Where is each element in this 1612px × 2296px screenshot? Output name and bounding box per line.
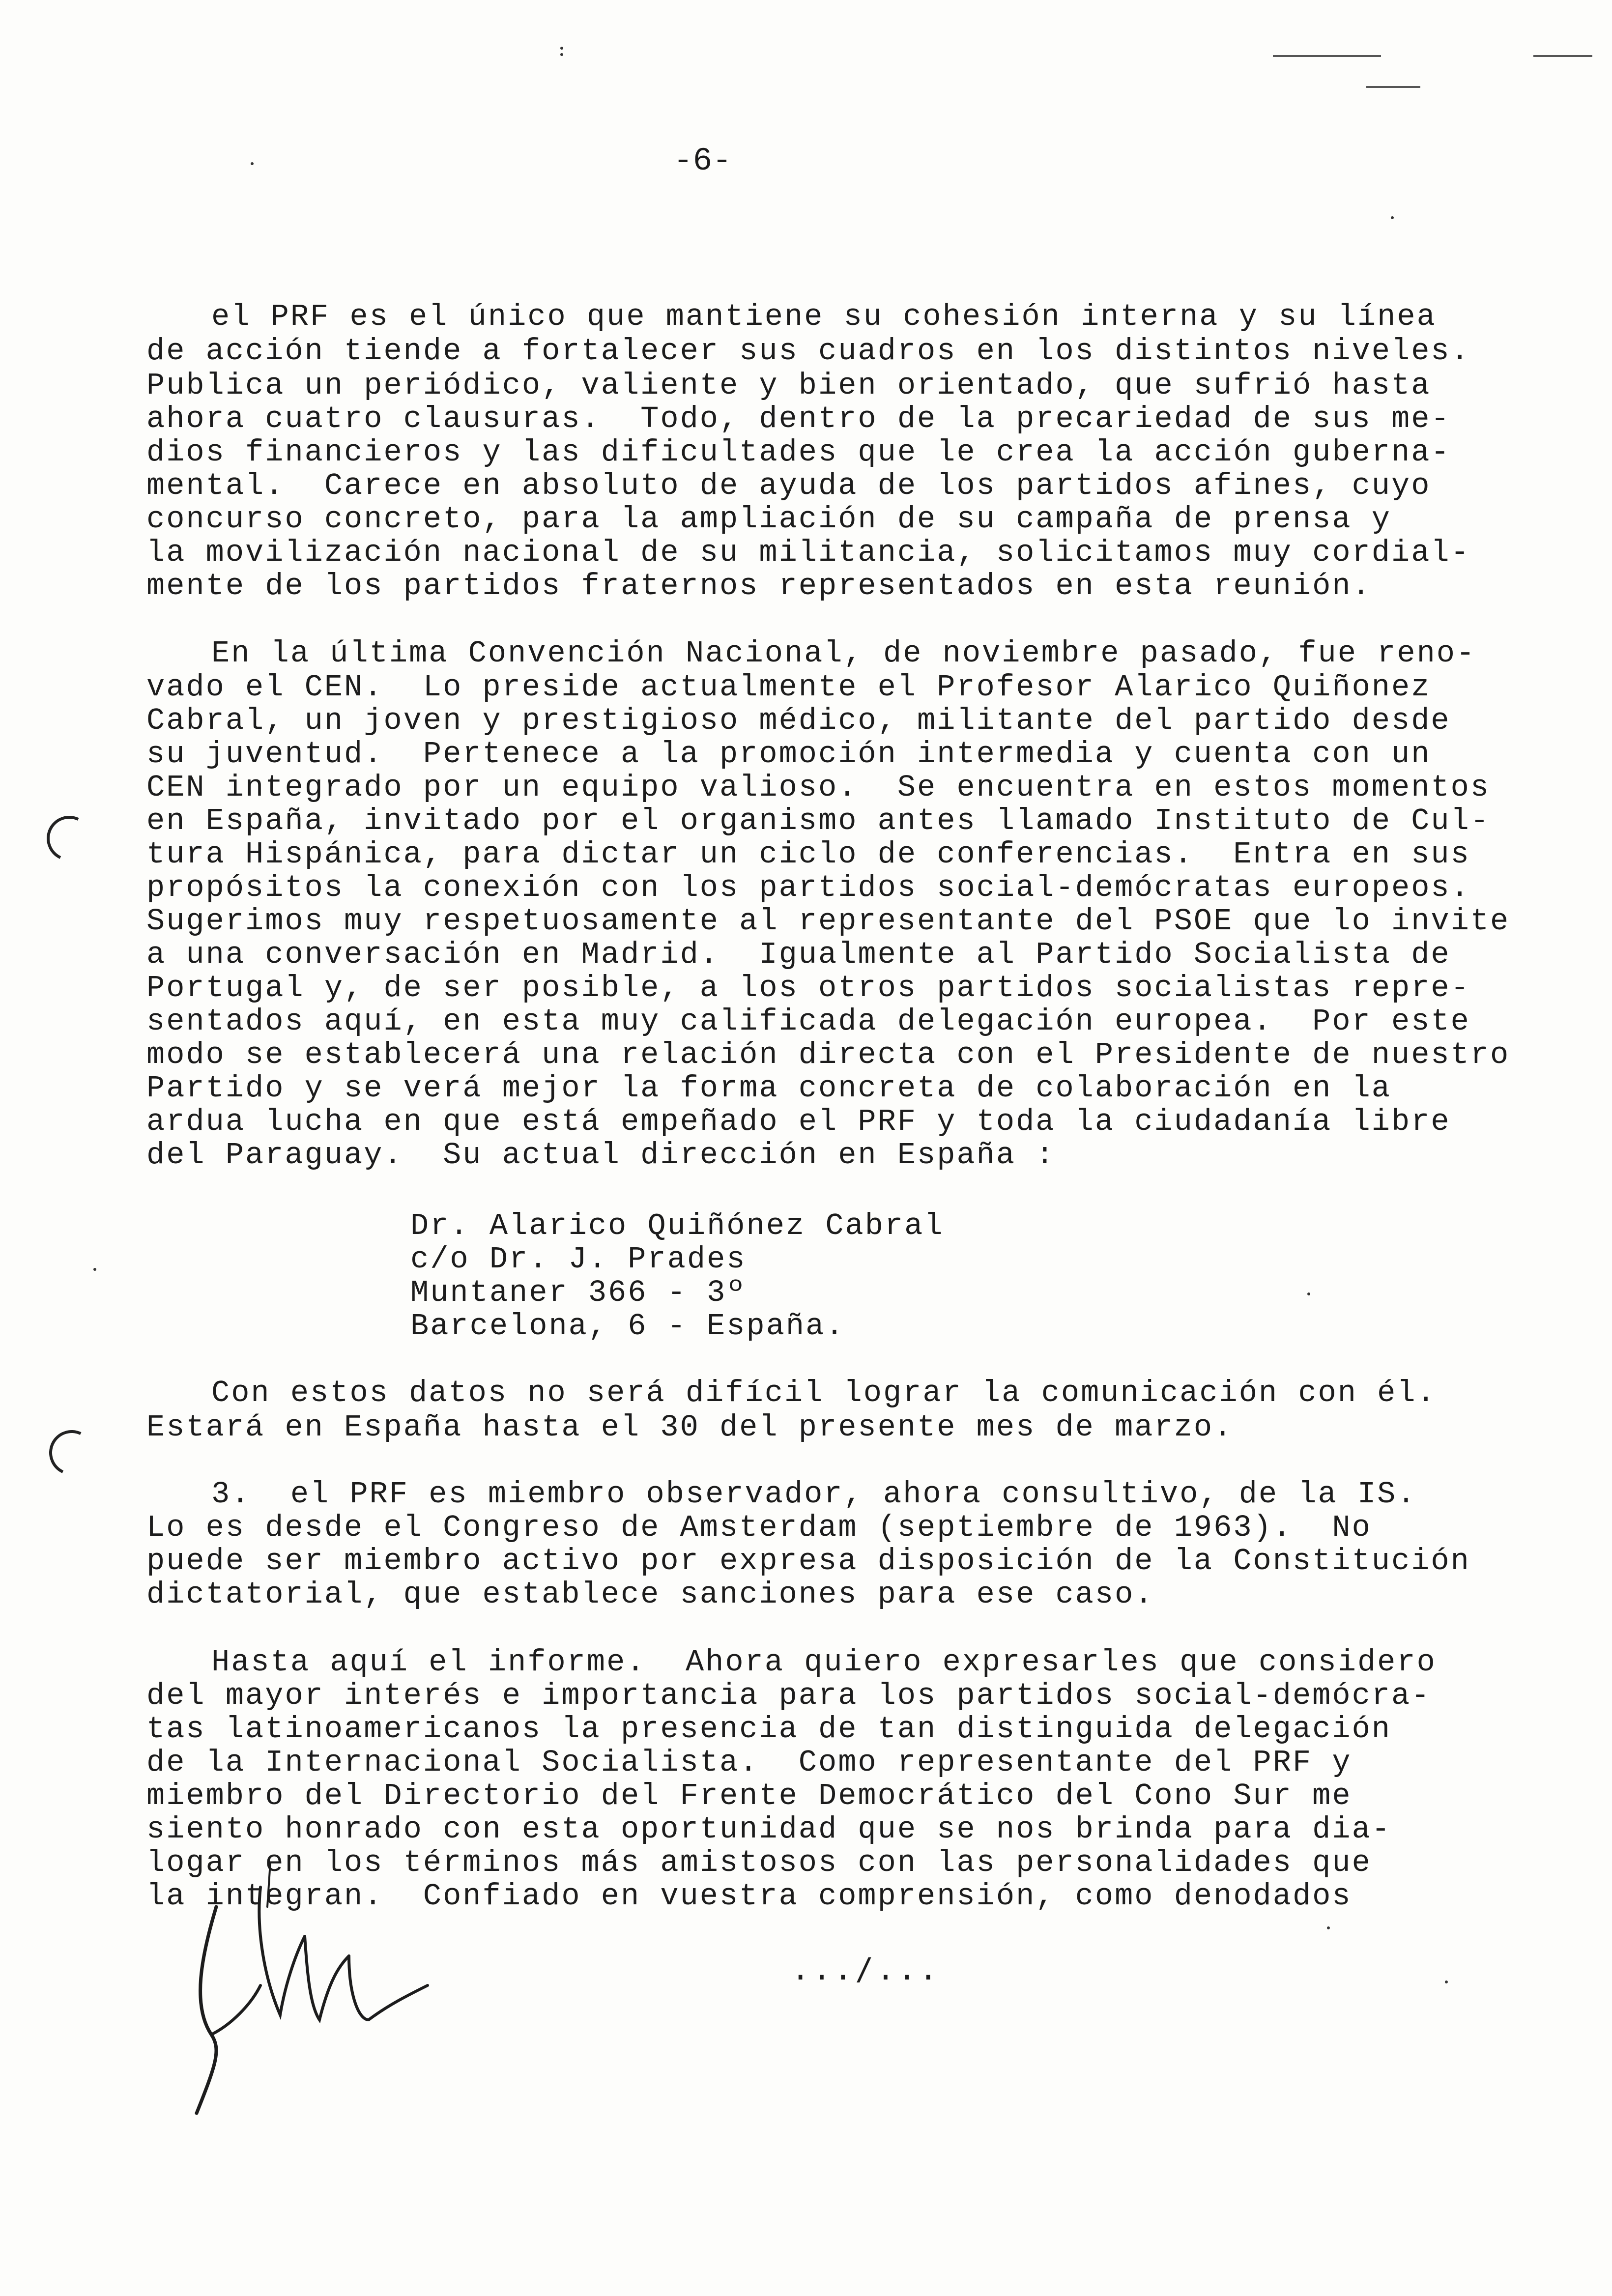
text-line: en España, invitado por el organismo antes llamado Instituto de Cul- (146, 804, 1491, 838)
text-line: la integran. Confiado en vuestra comprensión, como denodados (146, 1879, 1352, 1914)
text-line: logar en los términos más amistosos con las personalidades que (146, 1845, 1372, 1880)
scan-edge-mark (1366, 86, 1420, 88)
text-line: Estará en España hasta el 30 del presente mes de marzo. (146, 1410, 1234, 1445)
text-line: siento honrado con esta oportunidad que se nos brinda para dia- (146, 1812, 1391, 1847)
scan-edge-mark (1273, 55, 1381, 57)
text-line: la movilización nacional de su militancia, solicitamos muy cordial- (146, 535, 1470, 570)
scan-speck (1307, 1292, 1310, 1295)
text-line: Portugal y, de ser posible, a los otros partidos socialistas repre- (146, 971, 1470, 1005)
text-line: miembro del Directorio del Frente Democrático del Cono Sur me (146, 1779, 1352, 1813)
text-line: tura Hispánica, para dictar un ciclo de conferencias. Entra en sus (146, 837, 1470, 872)
text-line: sentados aquí, en esta muy calificada delegación europea. Por este (146, 1004, 1470, 1039)
punch-hole-mark (43, 1424, 101, 1482)
scan-speck (1391, 216, 1394, 219)
text-line: Partido y se verá mejor la forma concreta de colaboración en la (146, 1071, 1391, 1106)
scan-speck (93, 1268, 96, 1271)
text-line: Publica un periódico, valiente y bien orientado, que sufrió hasta (146, 368, 1431, 403)
text-line: CEN integrado por un equipo valioso. Se encuentra en estos momentos (146, 770, 1491, 805)
text-line: Sugerimos muy respetuosamente al representante del PSOE que lo invite (146, 904, 1510, 939)
text-line: concurso concreto, para la ampliación de su campaña de prensa y (146, 502, 1391, 537)
text-line: Hasta aquí el informe. Ahora quiero expresarles que considero (211, 1645, 1437, 1680)
scan-edge-mark (1533, 55, 1592, 57)
page-number: -6- (673, 143, 732, 179)
text-line: ardua lucha en que está empeñado el PRF y toda la ciudadanía libre (146, 1104, 1451, 1139)
text-line: del Paraguay. Su actual dirección en España : (146, 1138, 1056, 1173)
text-line: tas latinoamericanos la presencia de tan distinguida delegación (146, 1712, 1391, 1747)
scan-speck (1445, 1980, 1448, 1983)
text-line: del mayor interés e importancia para los partidos social-demócra- (146, 1678, 1431, 1713)
handwritten-signature-icon (182, 1858, 437, 2133)
text-line: propósitos la conexión con los partidos social-demócratas europeos. (146, 870, 1470, 905)
text-line: el PRF es el único que mantiene su cohesión interna y su línea (211, 299, 1437, 334)
scan-speck (560, 47, 563, 50)
text-line: de la Internacional Socialista. Como representante del PRF y (146, 1745, 1352, 1780)
text-line: su juventud. Pertenece a la promoción intermedia y cuenta con un (146, 737, 1431, 772)
text-line: ahora cuatro clausuras. Todo, dentro de la precariedad de sus me- (146, 402, 1451, 436)
text-line: En la última Convención Nacional, de noviembre pasado, fue reno- (211, 636, 1476, 671)
text-line: modo se establecerá una relación directa con el Presidente de nuestro (146, 1037, 1510, 1072)
text-line: Cabral, un joven y prestigioso médico, militante del partido desde (146, 703, 1451, 738)
text-line: Con estos datos no será difícil lograr la comunicación con él. (211, 1376, 1437, 1410)
text-line: dictatorial, que establece sanciones para ese caso. (146, 1577, 1154, 1612)
text-line: puede ser miembro activo por expresa disposición de la Constitución (146, 1544, 1470, 1578)
punch-hole-mark (40, 809, 98, 867)
text-line: mente de los partidos fraternos representados en esta reunión. (146, 569, 1372, 603)
text-line: dios financieros y las dificultades que le crea la acción guberna- (146, 435, 1451, 470)
text-line: a una conversación en Madrid. Igualmente al Partido Socialista de (146, 937, 1451, 972)
scan-speck (560, 53, 563, 56)
text-line: 3. el PRF es miembro observador, ahora consultivo, de la IS. (211, 1477, 1417, 1512)
scan-speck (1327, 1926, 1330, 1929)
address-line: Dr. Alarico Quiñónez Cabral (410, 1208, 944, 1243)
scan-speck (251, 162, 254, 165)
address-line: c/o Dr. J. Prades (410, 1242, 747, 1277)
text-line: vado el CEN. Lo preside actualmente el Profesor Alarico Quiñonez (146, 670, 1431, 705)
text-line: de acción tiende a fortalecer sus cuadros en los distintos niveles. (146, 334, 1470, 369)
address-line: Muntaner 366 - 3º (410, 1275, 747, 1310)
continuation-marker: .../... (791, 1951, 941, 1987)
text-line: Lo es desde el Congreso de Amsterdam (septiembre de 1963). No (146, 1510, 1372, 1545)
text-line: mental. Carece en absoluto de ayuda de los partidos afines, cuyo (146, 468, 1431, 503)
address-line: Barcelona, 6 - España. (410, 1309, 845, 1344)
